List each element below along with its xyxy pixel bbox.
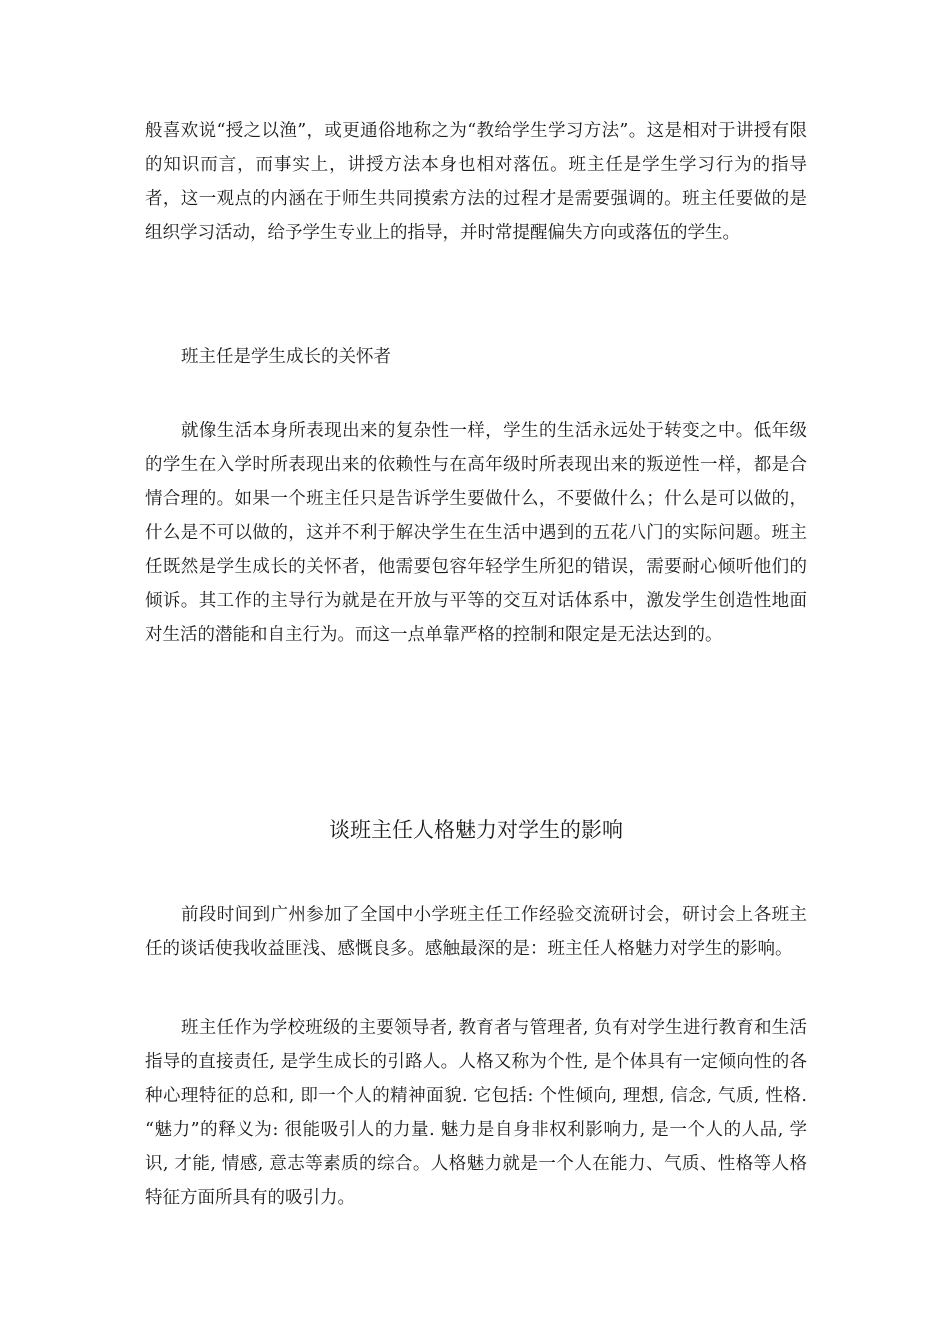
paragraph-growth-caring: 就像生活本身所表现出来的复杂性一样，学生的生活永远处于转变之中。低年级的学生在入学时所表现出来的依赖性与在高年级时所表现出来的叛逆性一样，都是合情合理的。如果一个班主任只是告诉学生要做什么，不要做什么；什么是可以做的，什么是不可以做的，这并不利于解决学生在生活中遇到的五花八门的实际问题。班主任既然是学生成长的关怀者，他需要包容年轻学生所犯的错误，需要耐心倾听他们的倾诉。其工作的主导行为就是在开放与平等的交互对话体系中，激发学生创造性地面对生活的潜能和自主行为。而这一点单靠严格的控制和限定是无法达到的。 [145, 421, 807, 645]
paragraph-personality-definition: 班主任作为学校班级的主要领导者, 教育者与管理者, 负有对学生进行教育和生活指导的直接责任, 是学生成长的引路人。人格又称为个性, 是个体具有一定倾向性的各种心理特征的总和, 即一个人的精神面貌. 它包括: 个性倾向, 理想, 信念, 气质, 性格. “魅力”的释义为: 很能吸引人的力量. 魅力是自身非权利影响力, 是一个人的人品, 学识, 才能, 情感, 意志等素质的综合。人格魅力就是一个人在能力、气质、性格等人格特征方面所具有的吸引力。 [145, 1018, 807, 1208]
article-title: 谈班主任人格魅力对学生的影响 [329, 818, 623, 842]
paragraph-intro: 前段时间到广州参加了全国中小学班主任工作经验交流研讨会，研讨会上各班主任的谈话使我收益匪浅、感慨良多。感触最深的是：班主任人格魅力对学生的影响。 [145, 905, 807, 959]
paragraph-learning-guide: 般喜欢说“授之以渔”，或更通俗地称之为“教给学生学习方法”。这是相对于讲授有限的知识而言，而事实上，讲授方法本身也相对落伍。班主任是学生学习行为的指导者，这一观点的内涵在于师生共同摸索方法的过程才是需要强调的。班主任要做的是组织学习活动，给予学生专业上的指导，并时常提醒偏失方向或落伍的学生。 [145, 121, 807, 243]
section-subheading: 班主任是学生成长的关怀者 [181, 347, 391, 367]
